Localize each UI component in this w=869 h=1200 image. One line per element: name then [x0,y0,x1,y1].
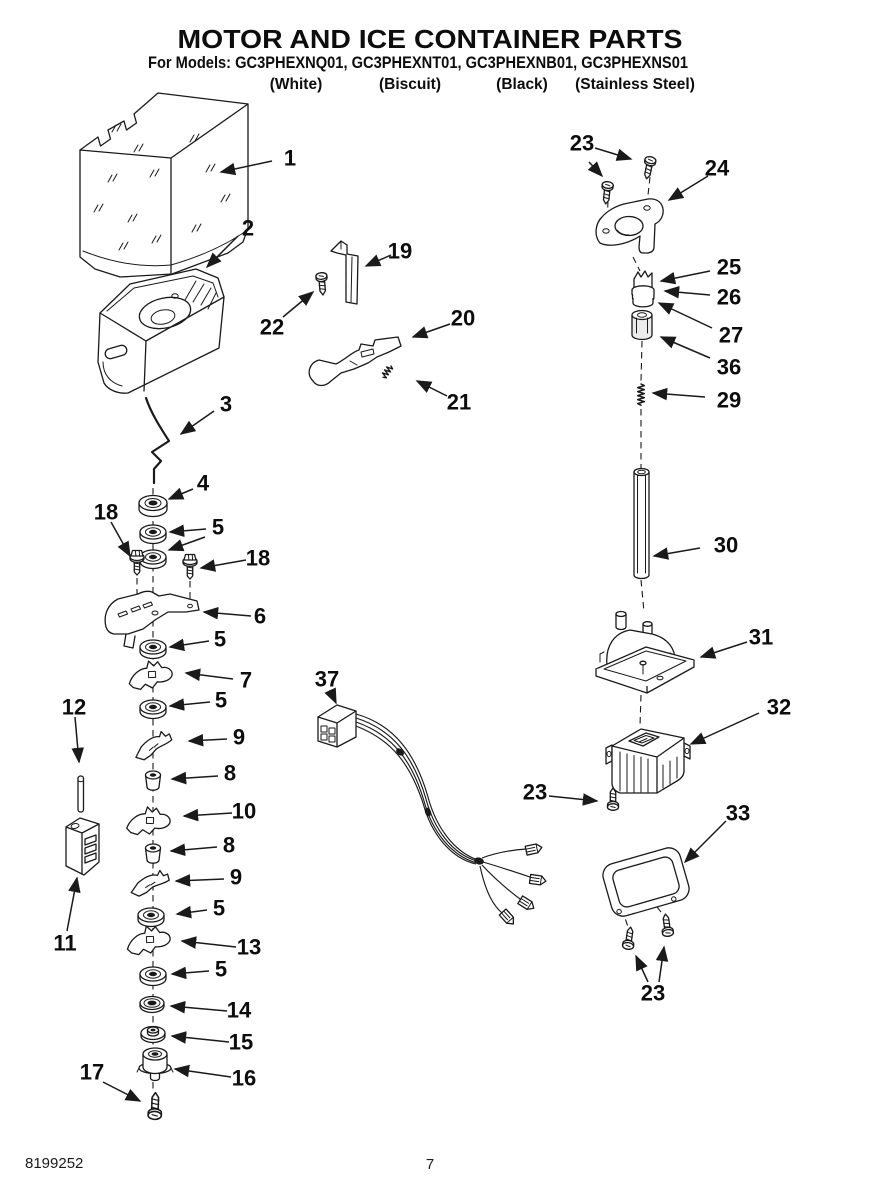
leader-arrow-icon [111,522,130,556]
leader-arrow-icon [691,713,759,744]
part-number-text: 16 [231,1065,257,1091]
part-27-coupling-washer [633,298,653,307]
part-17-screw [148,1092,162,1119]
part-label-20-4 [413,306,475,338]
part-label-25-9 [661,255,741,282]
part-number-text: 14 [226,997,252,1023]
part-number-text: 5 [211,514,225,540]
leader-arrow-icon [186,673,233,679]
part-label-30-14 [654,533,738,558]
part-36-bushing [632,311,652,340]
part-number-text: 9 [229,864,243,890]
leader-arrow-icon [182,941,236,947]
part-number-text: 9 [232,724,246,750]
part-33-gasket [600,845,692,919]
part-number-text: 32 [766,694,792,720]
part-label-4-15 [169,471,210,500]
part-23-screw [600,181,613,204]
part-number-text: 33 [725,800,751,826]
leader-arrow-icon [67,878,77,931]
part-number-text: 21 [446,389,472,415]
part-number-text: 22 [259,314,285,340]
part-label-23-7 [570,131,631,177]
part-8-spacer [146,844,161,863]
part-number-text: 30 [713,532,739,558]
leader-arrow-icon [184,813,232,816]
part-5-washer [140,967,166,986]
leader-arrow-icon [75,717,79,762]
part-number-text: 3 [219,391,233,417]
leader-arrow-icon [417,381,447,396]
models-line: For Models: GC3PHEXNQ01, GC3PHEXNT01, GC3PHEXNB01, GC3PHEXNS01 [148,54,688,72]
color-label-biscuit: (Biscuit) [379,76,441,93]
leader-arrow-icon [701,642,747,657]
part-11-crusher-block [66,818,99,875]
part-label-18-16 [94,500,130,557]
part-number-text: 8 [223,760,237,786]
part-label-22-3 [260,292,313,340]
leader-arrow-icon [189,739,227,741]
leader-arrow-icon [653,393,705,397]
leader-arrow-icon [170,702,210,706]
part-1-ice-container [80,93,248,277]
part-number-text: 26 [716,284,742,310]
part-7-auger-blade [129,660,173,689]
leader-arrow-icon [177,910,207,914]
leader-arrow-icon [172,971,209,974]
part-number-text: 23 [640,980,666,1006]
leader-arrow-icon [654,548,700,556]
part-number-text: 2 [241,215,255,241]
part-number-text: 31 [748,624,774,650]
part-label-32-31 [691,695,791,745]
part-16-bearing-nut [137,1048,173,1081]
part-number-text: 5 [214,687,228,713]
part-label-17-41 [80,1060,140,1102]
part-30-drive-tube [634,469,649,579]
part-number-text: 19 [387,238,413,264]
part-4-bearing [139,496,167,517]
page-number: 7 [425,1156,435,1173]
leader-arrow-icon [330,690,336,703]
part-number-text: 37 [314,666,340,692]
leader-arrow-icon [172,1036,229,1042]
leader-arrow-icon [201,560,246,568]
part-label-21-5 [417,381,471,415]
part-31-motor-cover [596,612,694,694]
part-number-text: 4 [196,470,210,496]
part-number-text: 8 [222,832,236,858]
color-label-black: (Black) [496,76,548,93]
part-label-23-32 [523,780,597,805]
part-32-auger-motor [606,729,690,793]
part-number-text: 6 [253,603,267,629]
part-number-text: 36 [716,354,742,380]
leader-arrow-icon [103,1082,140,1101]
part-number-text: 17 [79,1059,105,1085]
color-label-stainless: (Stainless Steel) [575,76,695,93]
part-number-text: 23 [569,130,595,156]
part-10-auger-blade [126,806,170,835]
part-5-washer [138,908,164,927]
leader-arrow-icon [549,796,597,801]
part-label-19-2 [366,239,412,267]
part-number-text: 5 [213,626,227,652]
part-37-wire-harness [318,705,547,927]
part-number-text: 1 [283,145,297,171]
part-label-33-33 [685,801,750,863]
part-14-washer [140,997,164,1013]
part-label-24-8 [669,156,730,201]
part-number-text: 11 [53,930,77,956]
part-label-5-37 [172,957,227,982]
part-8-spacer [146,771,161,790]
part-number-text: 13 [236,934,262,960]
part-number-text: 5 [214,956,228,982]
doc-number: 8199252 [25,1155,84,1172]
leader-arrow-icon [169,489,193,499]
part-number-text: 23 [522,779,548,805]
leader-arrow-icon [170,529,206,532]
leader-arrow-icon [413,324,450,337]
part-number-text: 20 [450,305,476,331]
part-number-text: 10 [231,798,257,824]
leader-arrow-icon [171,1006,227,1011]
part-24-mounting-plate [596,199,663,253]
leader-arrow-icon [595,148,631,159]
leader-arrow-icon [172,776,218,779]
part-label-9-28 [176,865,242,890]
part-label-5-17 [169,515,224,551]
leader-arrow-icon [661,271,710,281]
part-label-23-42 [636,947,665,1006]
part-number-text: 18 [93,499,119,525]
part-3-wire-arm [146,398,169,483]
part-number-text: 27 [718,322,744,348]
part-label-12-23 [62,695,86,763]
part-label-18-18 [201,546,270,571]
part-label-5-20 [170,627,226,652]
part-label-16-40 [175,1066,256,1091]
part-label-9-24 [189,725,245,750]
leader-arrow-icon [204,612,251,616]
leader-arrow-icon [175,1069,231,1077]
leader-arrow-icon [176,879,224,881]
part-label-31-30 [701,625,773,658]
part-13-auger-blade [126,925,171,955]
part-15-washer [141,1027,165,1043]
leader-arrow-icon [169,537,205,550]
part-label-3-6 [181,392,232,435]
leader-arrow-icon [659,947,664,982]
leader-arrow-icon [669,176,708,200]
part-number-text: 25 [716,254,742,280]
part-label-37-29 [315,667,339,704]
leader-arrow-icon [661,337,710,358]
leader-arrow-icon [170,641,209,647]
part-label-26-10 [665,285,741,310]
part-label-5-22 [170,688,227,713]
part-5-washer [140,640,166,659]
leader-arrow-icon [685,821,726,862]
part-number-text: 18 [245,545,271,571]
part-18-screw [183,555,197,580]
leader-arrow-icon [589,162,602,176]
part-number-text: 24 [704,155,730,181]
part-label-29-13 [653,388,741,413]
leader-arrow-icon [659,303,712,328]
leader-arrow-icon [171,847,217,851]
color-label-white: (White) [269,76,323,93]
part-29-spring [638,384,645,405]
part-23-screw [641,156,656,180]
part-number-text: 5 [212,895,226,921]
part-23-screw [622,926,636,950]
page-title: MOTOR AND ICE CONTAINER PARTS [177,24,683,54]
part-label-8-27 [171,833,235,858]
part-22-screw [316,272,329,295]
leader-arrow-icon [283,292,313,317]
leader-arrow-icon [636,956,648,982]
part-5-washer [140,700,166,719]
leader-arrow-icon [181,411,214,434]
part-12-pin [78,776,84,812]
part-2-ice-bucket [98,269,224,393]
part-20-actuator-arm [309,337,401,386]
part-number-text: 15 [228,1029,254,1055]
part-label-5-34 [177,896,225,921]
part-label-6-19 [204,604,266,629]
part-number-text: 29 [716,387,742,413]
part-label-15-39 [172,1030,253,1055]
part-label-11-35 [53,878,77,956]
part-9-auger-blade [134,731,173,761]
part-21-spring [381,364,394,379]
part-19-bracket-plate [331,241,358,304]
part-5-washer [140,525,166,544]
part-23-screw [660,913,674,937]
part-label-8-25 [172,761,236,786]
part-label-10-26 [184,799,256,824]
part-number-text: 7 [239,667,253,693]
part-label-14-38 [171,998,252,1023]
part-9-auger-blade [131,869,170,899]
part-number-text: 12 [61,694,87,720]
leader-arrow-icon [665,291,710,295]
